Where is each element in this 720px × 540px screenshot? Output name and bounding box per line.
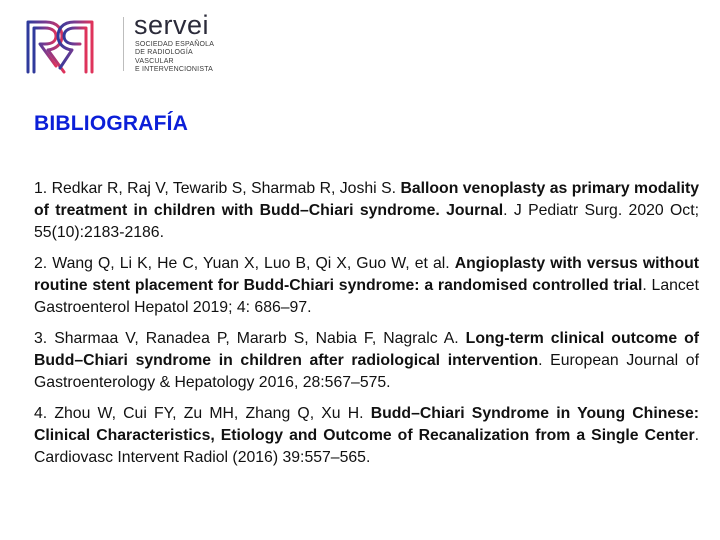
reference-number: 2. (34, 255, 48, 272)
reference-item (34, 403, 699, 469)
reference-item (34, 328, 699, 394)
logo-subtitle-line: SOCIEDAD ESPAÑOLA (135, 41, 215, 48)
reference-title: Long-term clinical outcome of Budd–Chiari syndrome in children after radiological intervention (34, 330, 700, 369)
reference-authors: Zhou W, Cui FY, Zu MH, Zhang Q, Xu H. (54, 405, 364, 422)
reference-title: Angioplasty with versus without routine stent placement for Budd-Chiari syndrome: a randomised controlled trial (34, 255, 700, 294)
reference-title: Budd–Chiari Syndrome in Young Chinese: Clinical Characteristics, Etiology and Outcome of Recanalization from a Single Center (34, 405, 699, 444)
reference-number: 3. (34, 330, 48, 347)
reference-item (34, 178, 699, 244)
reference-source: . Cardiovasc Intervent Radiol (2016) 39:557–565. (34, 427, 699, 466)
reference-source: . European Journal of Gastroenterology & Hepatology 2016, 28:567–575. (34, 352, 699, 391)
reference-source: . Lancet Gastroenterol Hepatol 2019; 4: 686–97. (34, 277, 699, 316)
logo-wordmark: servei (134, 10, 210, 40)
servei-logo-mark-icon (24, 14, 96, 76)
page-title: BIBLIOGRAFÍA (34, 112, 189, 135)
logo-subtitle-line: E INTERVENCIONISTA (135, 66, 214, 74)
logo-subtitle-line: DE RADIOLOGÍA (135, 49, 193, 57)
reference-list (34, 178, 699, 478)
logo-subtitle-line: VASCULAR (135, 57, 174, 65)
reference-title: Balloon venoplasty as primary modality of treatment in children with Budd–Chiari syndrome. Journal (34, 180, 700, 219)
logo-subtitle (135, 41, 214, 75)
reference-authors: Wang Q, Li K, He C, Yuan X, Luo B, Qi X, Guo W, et al. (52, 255, 450, 272)
logo-divider (123, 17, 124, 71)
reference-item (34, 253, 699, 319)
reference-source: . J Pediatr Surg. 2020 Oct; 55(10):2183-2186. (34, 202, 699, 241)
servei-logo (24, 10, 224, 76)
reference-authors: Redkar R, Raj V, Tewarib S, Sharmab R, Joshi S. (51, 180, 397, 197)
reference-authors: Sharmaa V, Ranadea P, Mararb S, Nabia F, Nagralc A. (54, 330, 459, 347)
reference-number: 1. (34, 180, 48, 197)
reference-number: 4. (34, 405, 48, 422)
